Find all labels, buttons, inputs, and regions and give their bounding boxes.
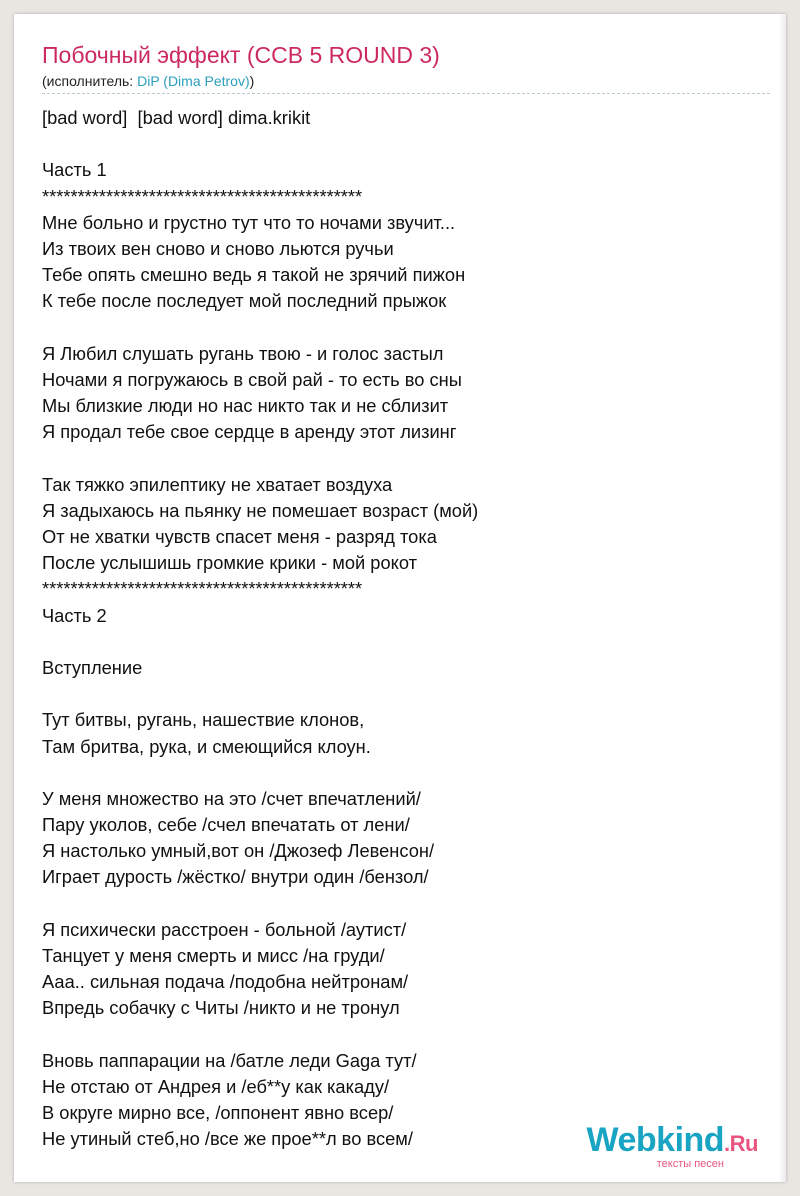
lyric-line: От не хватки чувств спасет меня - разряд тока (42, 526, 437, 547)
lyrics-sheet (14, 14, 786, 1182)
lyric-line: Там бритва, рука, и смеющийся клоун. (42, 735, 371, 757)
lyric-line (42, 445, 770, 471)
lyric-line: Я психически расстроен - больной /аутист/ (42, 918, 407, 940)
logo-tld: .Ru (724, 1131, 758, 1156)
lyric-line: Я задыхаюсь на пьянку не помешает возраст (мой) (42, 499, 479, 521)
artist-suffix: ) (249, 73, 255, 89)
lyric-line: Впредь собачку с Читы /никто и не тронул (42, 997, 400, 1019)
lyric-line (42, 315, 770, 341)
sheet-edge (780, 14, 786, 1182)
lyric-line: Я Любил слушать ругань твою - и голос застыл (42, 342, 444, 364)
logo-wordmark (587, 1123, 759, 1161)
lyric-line: Ночами я погружаюсь в свой рай - то есть во сны (42, 368, 462, 390)
logo-main-text: Webkind (586, 1121, 725, 1159)
lyric-line: [bad word] [bad word] dima.krikit (42, 107, 311, 128)
lyric-line: Мы близкие люди но нас никто так и не сблизит (42, 395, 449, 417)
artist-line (42, 73, 254, 89)
lyric-line: К тебе после последует мой последний прыжок (42, 290, 447, 312)
lyric-line: Часть 2 (42, 604, 107, 626)
lyric-line: Танцует у меня смерть и мисс /на груди/ (42, 945, 385, 966)
artist-prefix: (исполнитель: (42, 73, 138, 89)
lyric-line: Так тяжко эпилептику не хватает воздуха (42, 473, 393, 495)
artist-link[interactable]: DiP (Dima Petrov) (137, 73, 250, 89)
logo-subtitle: тексты песен (656, 1158, 724, 1170)
lyric-line: В округе мирно все, /оппонент явно всер/ (42, 1102, 394, 1124)
song-title: Побочный эффект (CCB 5 ROUND 3) (42, 42, 440, 68)
lyric-line: Я настолько умный,вот он /Джозеф Левенсон/ (42, 840, 435, 862)
lyric-line (42, 681, 770, 707)
lyric-line: Часть 1 (42, 159, 107, 181)
lyric-line: Пару уколов, себе /счел впечатать от лени/ (42, 814, 410, 836)
lyric-line: Не утиный стеб,но /все же прое**л во всем/ (42, 1128, 413, 1150)
lyric-line: Вступление (42, 656, 143, 678)
lyrics-body (42, 105, 770, 1153)
lyric-line: ********************************************* (42, 185, 363, 207)
lyric-line (42, 1022, 770, 1048)
lyric-line: Из твоих вен сново и сново льются ручьи (42, 237, 394, 259)
header-divider (42, 93, 770, 94)
lyric-line: Играет дурость /жёстко/ внутри один /бензол/ (42, 866, 429, 888)
lyric-line: Мне больно и грустно тут что то ночами звучит... (42, 211, 456, 233)
lyric-line: ********************************************* (42, 578, 363, 600)
lyric-line (42, 760, 770, 786)
lyric-line: Ааа.. сильная подача /подобна нейтронам/ (42, 971, 409, 993)
lyric-line: Я продал тебе свое сердце в аренду этот лизинг (42, 421, 457, 443)
lyric-line: Вновь паппарации на /батле леди Gaga тут/ (42, 1049, 417, 1071)
lyric-line: Тебе опять смешно ведь я такой не зрячий пижон (42, 264, 466, 286)
lyric-line (42, 629, 770, 655)
lyric-line: Не отстаю от Андрея и /еб**у как какаду/ (42, 1075, 390, 1097)
lyric-line: После услышишь громкие крики - мой рокот (42, 552, 417, 574)
site-logo[interactable] (587, 1123, 759, 1170)
lyric-line: Тут битвы, ругань, нашествие клонов, (42, 709, 365, 731)
lyric-line (42, 891, 770, 917)
lyric-line (42, 131, 770, 157)
lyric-line: У меня множество на это /счет впечатлений/ (42, 787, 421, 809)
